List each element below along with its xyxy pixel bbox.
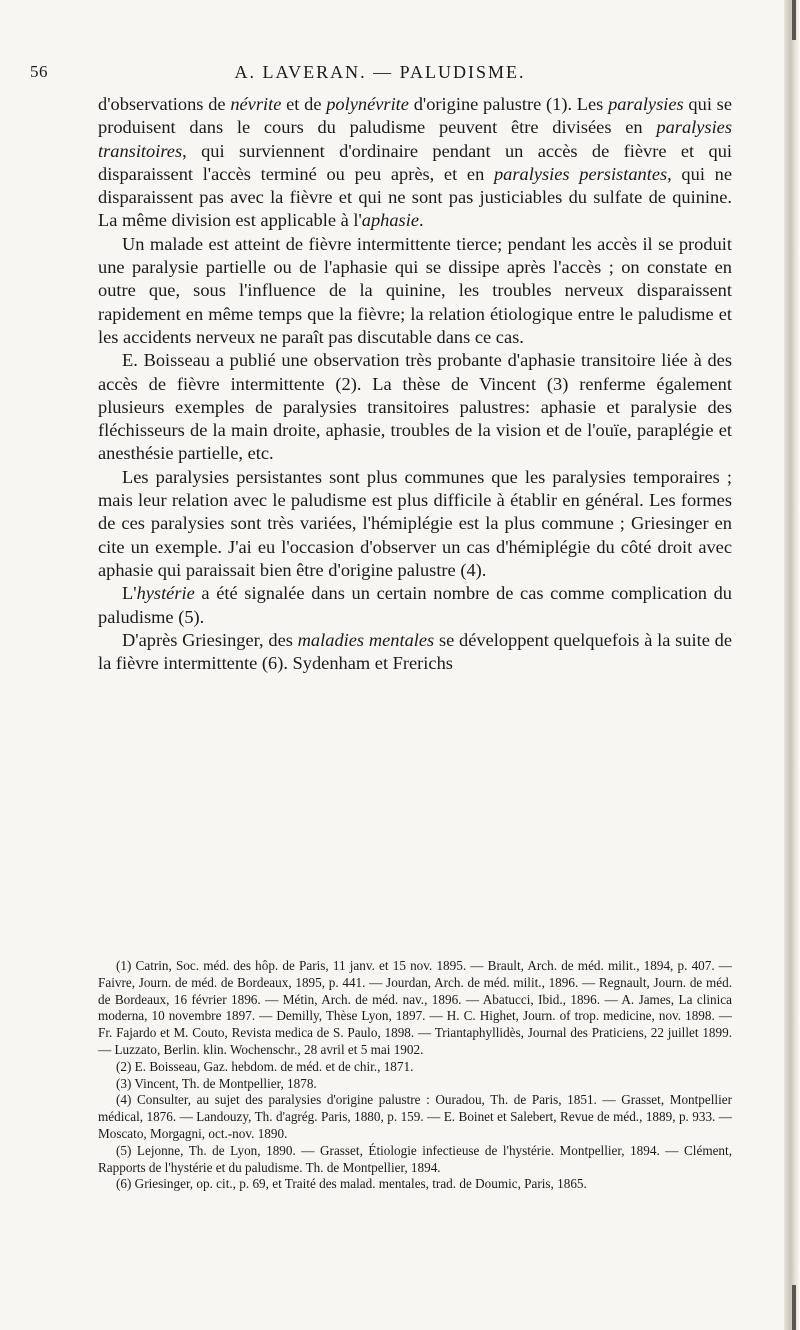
running-head: A. LAVERAN. — PALUDISME. — [234, 62, 526, 82]
edge-mark-top — [792, 0, 796, 40]
footnotes — [98, 958, 732, 1193]
footnote-5: (5) Lejonne, Th. de Lyon, 1890. — Grasset, Étiologie infectieuse de l'hystérie. Montpellier, 1894. — Clément, Rapports de l'hystérie et du paludisme. Th. de Montpellier, 1894. — [98, 1142, 732, 1175]
paragraph-6: D'après Griesinger, des maladies mentales se développent quelquefois à la suite de la fièvre intermittente (6). Sydenham et Frerichs — [98, 629, 732, 674]
paragraph-5: L'hystérie a été signalée dans un certain nombre de cas comme complication du paludisme (5). — [98, 583, 732, 627]
footnote-3: (3) Vincent, Th. de Montpellier, 1878. — [116, 1075, 317, 1091]
paragraph-3: E. Boisseau a publié une observation très probante d'aphasie transitoire liée à des accès de fièvre intermittente (2). La thèse de Vincent (3) renferme également plusieurs exemples de paralysies transitoires palustres: aphasie et paralysie des fléchisseurs de la main droite, aphasie, troubles de la vision et de l'ouïe, paraplégie et anesthésie partielle, etc. — [98, 350, 732, 464]
page-header — [30, 62, 730, 88]
paragraph-4: Les paralysies persistantes sont plus communes que les paralysies temporaires ; mais leur relation avec le paludisme est plus difficile à établir en général. Les formes de ces paralysies sont très variées, l'hémiplégie est la plus commune ; Griesinger en cite un exemple. J'ai eu l'occasion d'observer un cas d'hémiplégie du côté droit avec aphasie qui paraissait bien être d'origine palustre (4). — [98, 466, 732, 580]
page-edge-shadow — [784, 0, 800, 1330]
body-text — [98, 93, 732, 675]
footnote-2: (2) E. Boisseau, Gaz. hebdom. de méd. et de chir., 1871. — [116, 1058, 414, 1074]
footnote-1: (1) Catrin, Soc. méd. des hôp. de Paris, 11 janv. et 15 nov. 1895. — Brault, Arch. de méd. milit., 1894, p. 407. — Faivre, Journ. de méd. de Bordeaux, 1895, p. 441. — Jourdan, Arch. de méd. milit., 1896. — Regnault, Journ. de méd. de Bordeaux, 16 février 1896. — Métin, Arch. de méd. nav., 1896. — Abatucci, Ibid., 1896. — A. James, La clinica moderna, 10 novembre 1897. — Demilly, Thèse Lyon, 1897. — H. C. Highet, Journ. of trop. medicine, nov. 1898. — Fr. Fajardo et M. Couto, Revista medica de S. Paulo, 1898. — Triantaphyllidès, Journal des Praticiens, 22 juillet 1899. — Luzzato, Berlin. klin. Wochenschr., 28 avril et 5 mai 1902. — [98, 958, 732, 1057]
paragraph-1: d'observations de névrite et de polynévrite d'origine palustre (1). Les paralysies qui se produisent dans le cours du paludisme peuvent être divisées en paralysies transitoires, qui surviennent d'ordinaire pendant un accès de fièvre et qui disparaissent l'accès terminé ou peu après, et en paralysies persistantes, qui ne disparaissent pas avec la fièvre et qui ne sont pas justiciables du sulfate de quinine. La même division est applicable à l'aphasie. — [98, 94, 732, 231]
footnote-4: (4) Consulter, au sujet des paralysies d'origine palustre : Ouradou, Th. de Paris, 1851. — Grasset, Montpellier médical, 1876. — Landouzy, Th. d'agrég. Paris, 1880, p. 159. — E. Boinet et Salebert, Revue de méd., 1889, p. 933. — Moscato, Morgagni, oct.-nov. 1890. — [98, 1092, 732, 1141]
paragraph-2: Un malade est atteint de fièvre intermittente tierce; pendant les accès il se produit une paralysie partielle ou de l'aphasie qui se dissipe après l'accès ; on constate en outre que, sous l'influence de la quinine, les troubles nerveux disparaissent rapidement en même temps que la fièvre; la relation étiologique entre le paludisme et les accidents nerveux ne paraît pas discutable dans ce cas. — [98, 233, 732, 347]
footnote-6: (6) Griesinger, op. cit., p. 69, et Traité des malad. mentales, trad. de Doumic, Paris, 1865. — [116, 1176, 587, 1192]
edge-mark-bottom — [792, 1285, 796, 1330]
page-number: 56 — [30, 62, 48, 81]
